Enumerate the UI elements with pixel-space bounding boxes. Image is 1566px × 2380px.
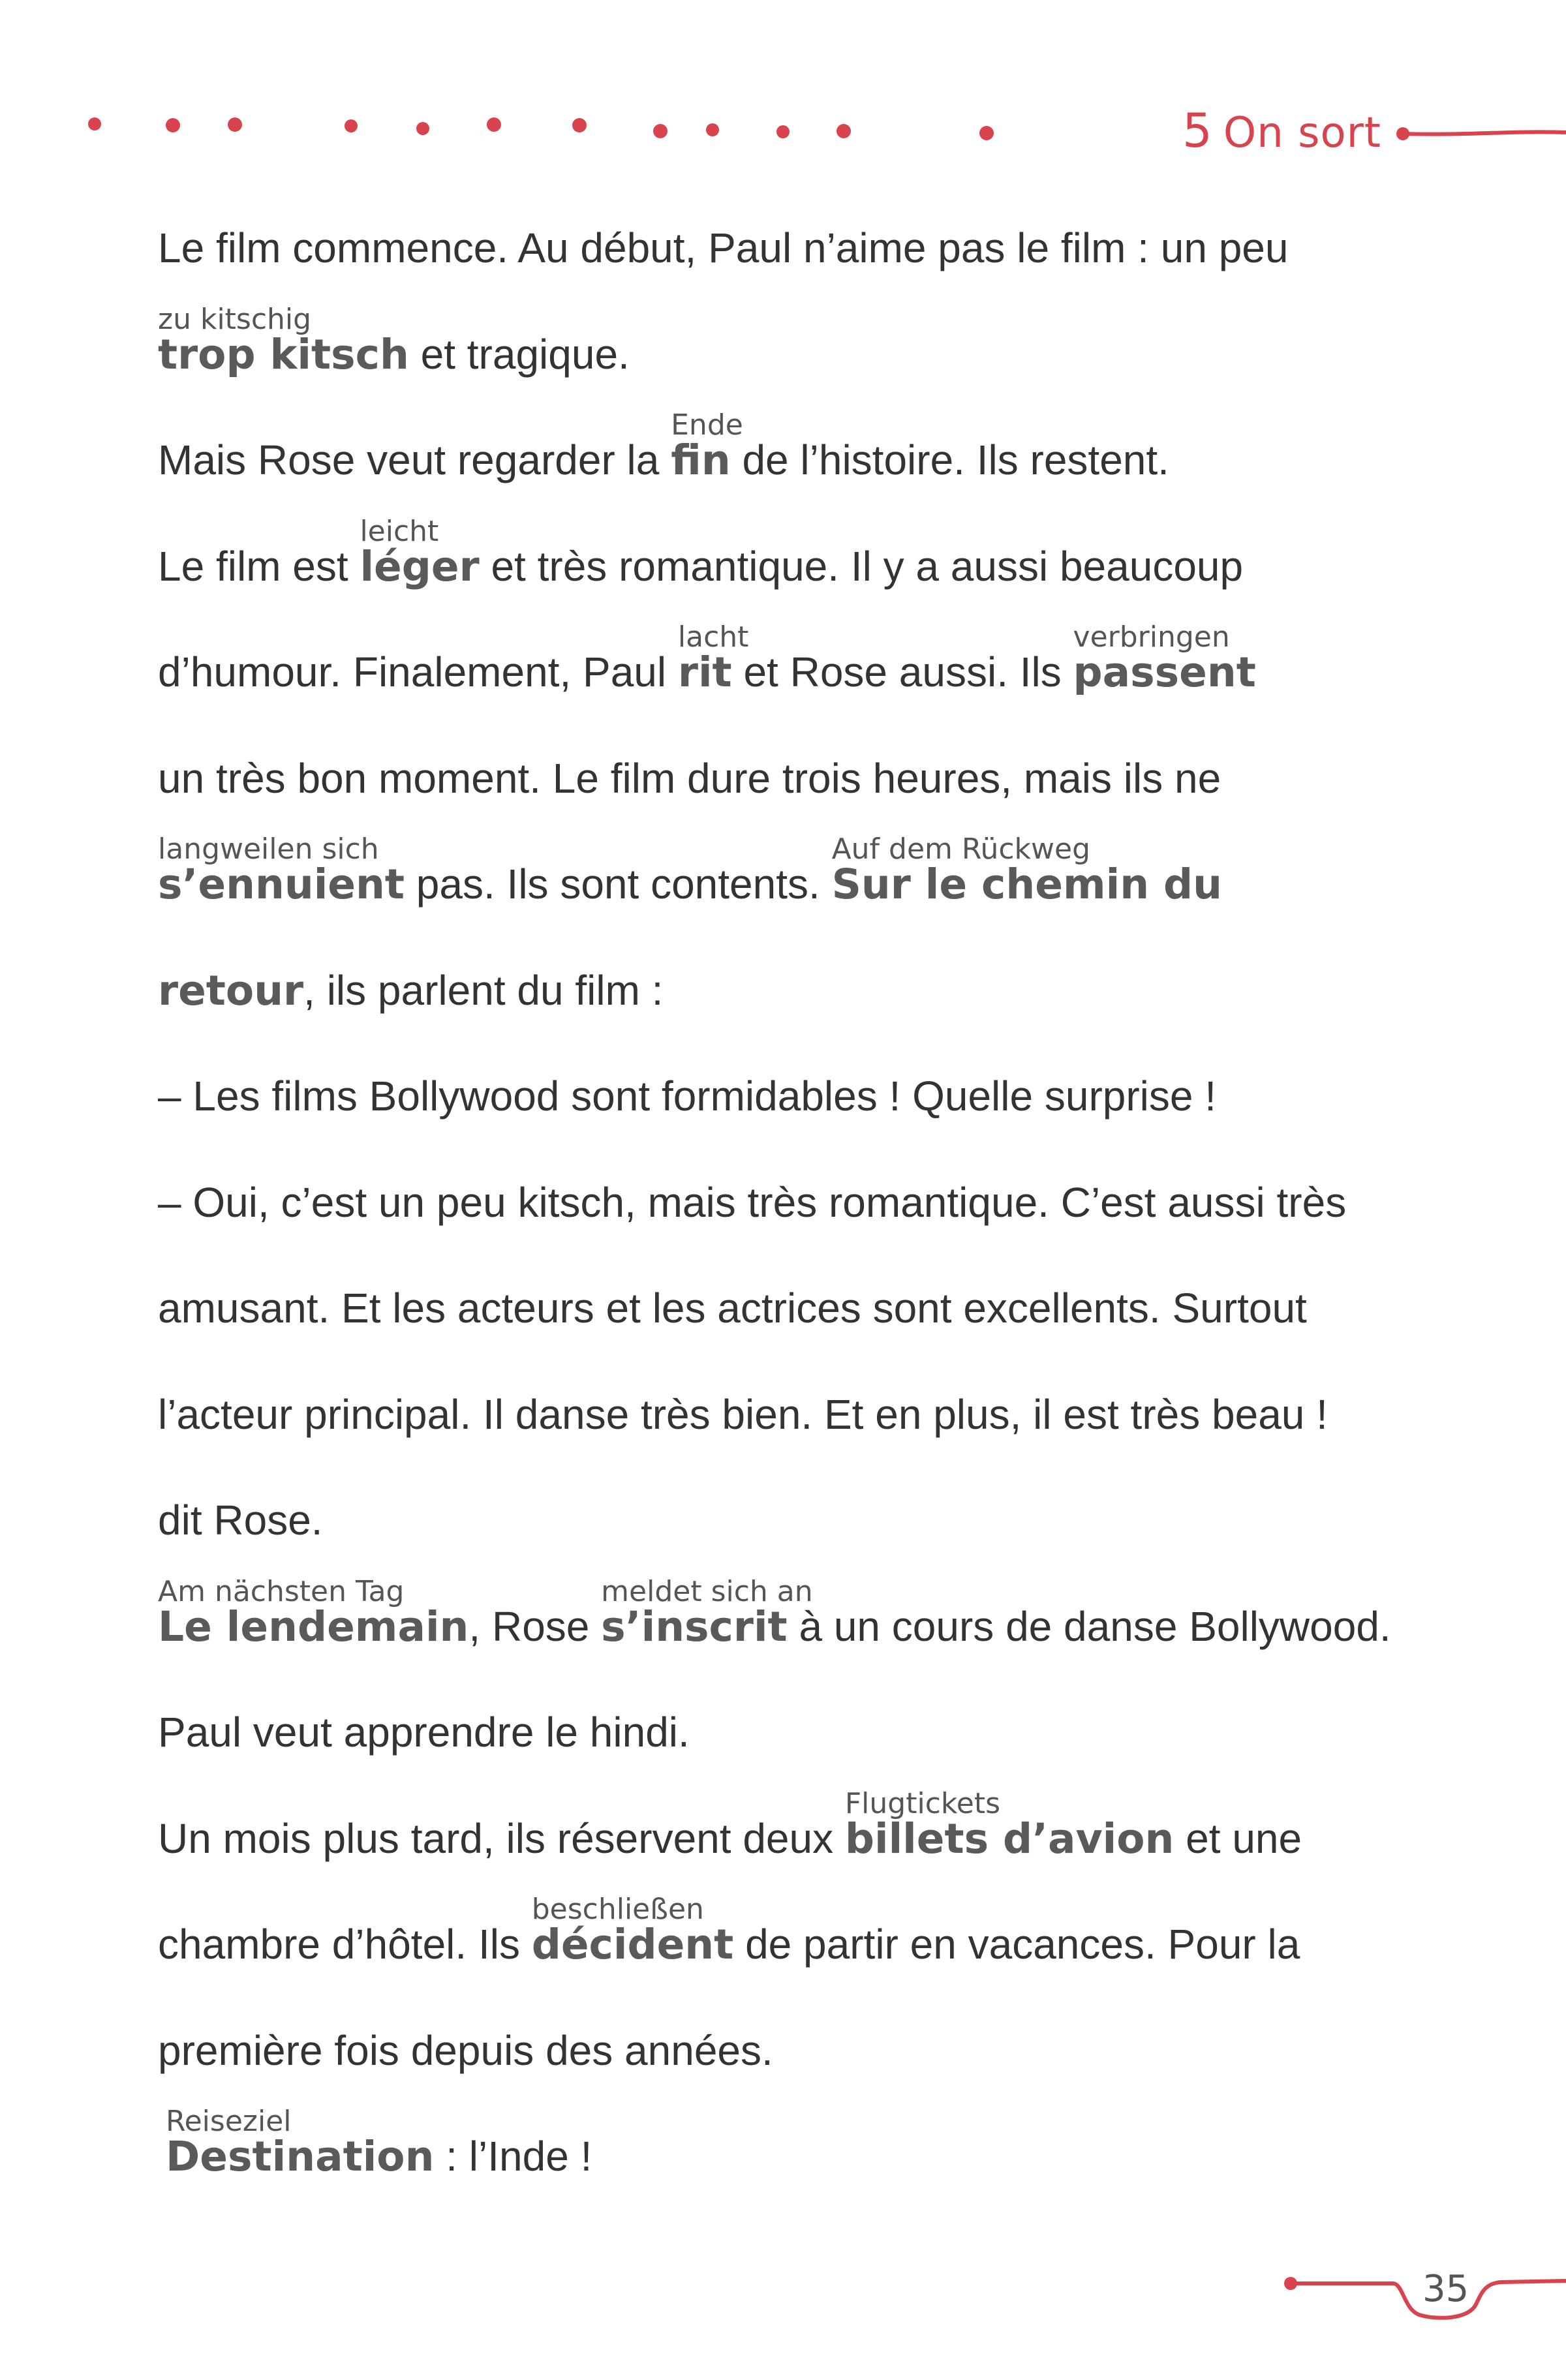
page-header <box>0 0 1566 196</box>
vocab-sur-le-chemin-du: Auf dem Rückweg Sur le chemin du <box>831 832 1222 908</box>
vocab-rit: lacht rit <box>677 620 749 696</box>
gloss-beschliessen: beschließen <box>531 1893 704 1926</box>
chapter-number: 5 <box>1182 103 1213 158</box>
vocab-s-inscrit: meldet sich an s’inscrit <box>601 1575 813 1651</box>
vocab-leger: leicht léger <box>360 515 480 590</box>
text-line-18: première fois depuis des années. <box>158 2027 773 2074</box>
header-rule-line <box>1383 0 1566 196</box>
text-line-6: un très bon moment. Le film dure trois heures, mais ils ne <box>158 755 1221 802</box>
page-footer <box>0 2231 1566 2380</box>
vocab-retour: retour <box>158 967 304 1015</box>
text-line-3: Mais Rose veut regarder la Ende fin de l’histoire. Ils restent. <box>158 434 1169 487</box>
vocab-trop-kitsch: zu kitschig trop kitsch <box>158 303 409 378</box>
chapter-heading <box>1182 103 1381 158</box>
gloss-zu-kitschig: zu kitschig <box>158 303 312 336</box>
text-line-7: langweilen sich s’ennuient pas. Ils sont contents. Auf dem Rückweg Sur le chemin du <box>158 858 1222 911</box>
page-number: 35 <box>1422 2268 1469 2310</box>
gloss-flugtickets: Flugtickets <box>844 1787 1001 1820</box>
vocab-decident: beschließen décident <box>531 1893 734 1968</box>
vocab-fin: Ende fin <box>671 408 743 484</box>
vocab-passent: verbringen passent <box>1073 620 1256 696</box>
vocab-billets-d-avion: Flugtickets billets d’avion <box>844 1787 1174 1863</box>
vocab-destination: Reiseziel Destination <box>166 2105 435 2180</box>
text-line-4: Le film est leicht léger et très romantique. Il y a aussi beaucoup <box>158 540 1243 593</box>
text-line-9: – Les films Bollywood sont formidables ! Quelle surprise ! <box>158 1073 1217 1120</box>
text-line-14: Am nächsten Tag Le lendemain, Rose meldet sich an s’inscrit à un cours de danse Bollywood. <box>158 1600 1391 1653</box>
gloss-verbringen: verbringen <box>1073 620 1230 654</box>
text-line-15: Paul veut apprendre le hindi. <box>158 1709 690 1756</box>
vocab-s-ennuient: langweilen sich s’ennuient <box>158 832 405 908</box>
decorative-dot-row <box>0 0 1566 196</box>
chapter-title: On sort <box>1223 109 1381 157</box>
text-line-13: dit Rose. <box>158 1497 323 1544</box>
gloss-lacht: lacht <box>677 620 749 654</box>
text-line-5: d’humour. Finalement, Paul lacht rit et Rose aussi. Ils verbringen passent <box>158 646 1256 699</box>
vocab-le-lendemain: Am nächsten Tag Le lendemain <box>158 1575 469 1651</box>
text-line-12: l’acteur principal. Il danse très bien. Et en plus, il est très beau ! <box>158 1391 1328 1438</box>
gloss-auf-dem-rueckweg: Auf dem Rückweg <box>831 832 1091 866</box>
gloss-am-naechsten-tag: Am nächsten Tag <box>158 1575 405 1608</box>
text-line-19: Reiseziel Destination : l’Inde ! <box>166 2130 592 2183</box>
gloss-reiseziel: Reiseziel <box>166 2105 292 2138</box>
gloss-ende: Ende <box>671 408 743 442</box>
text-line-2: zu kitschig trop kitsch et tragique. <box>158 328 630 381</box>
gloss-langweilen-sich: langweilen sich <box>158 832 379 866</box>
text-line-1: Le film commence. Au début, Paul n’aime pas le film : un peu <box>158 224 1289 271</box>
text-line-16: Un mois plus tard, ils réservent deux Flugtickets billets d’avion et une <box>158 1812 1302 1865</box>
footer-tab-ornament <box>0 2231 1566 2380</box>
gloss-meldet-sich-an: meldet sich an <box>601 1575 813 1608</box>
text-line-17: chambre d’hôtel. Ils beschließen décident de partir en vacances. Pour la <box>158 1918 1300 1971</box>
text-line-10: – Oui, c’est un peu kitsch, mais très romantique. C’est aussi très <box>158 1179 1347 1226</box>
text-line-8: retour, ils parlent du film : <box>158 964 663 1017</box>
text-line-11: amusant. Et les acteurs et les actrices sont excellents. Surtout <box>158 1285 1307 1332</box>
gloss-leicht: leicht <box>360 515 439 548</box>
